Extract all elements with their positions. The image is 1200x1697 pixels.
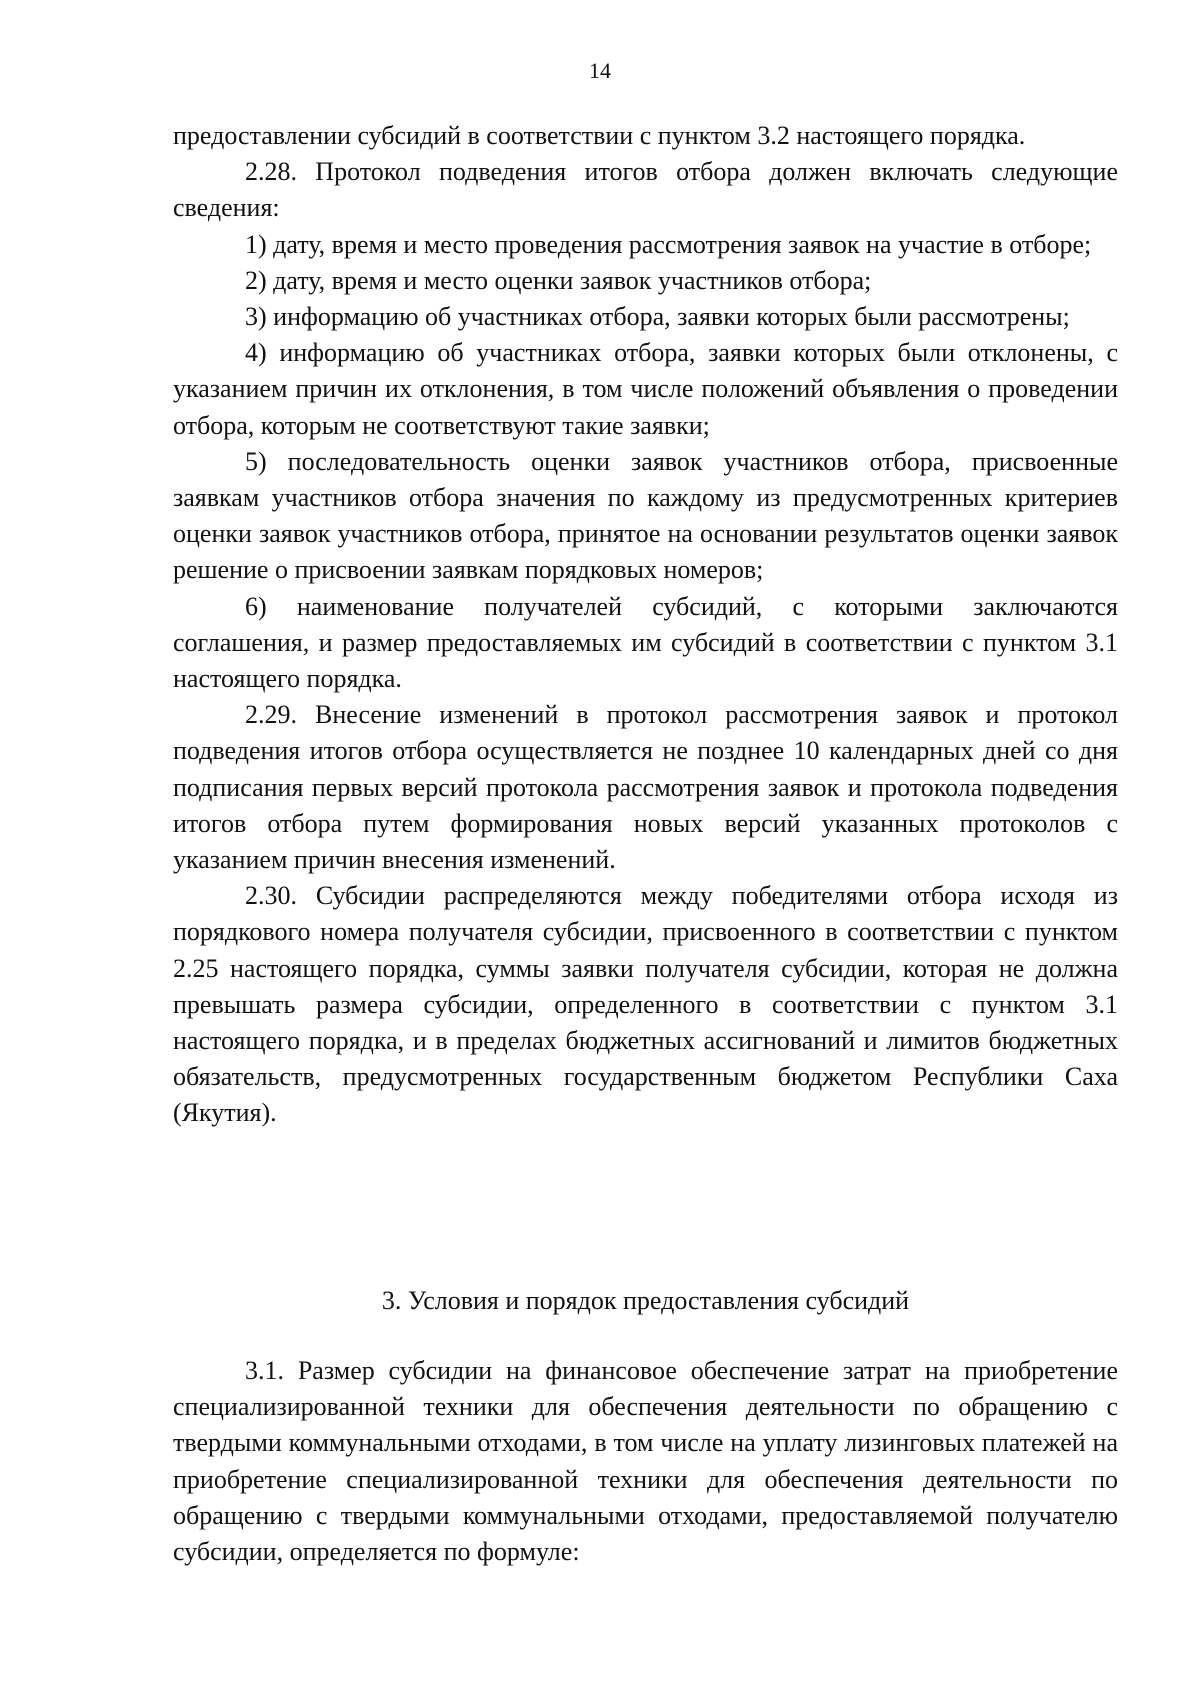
list-item-1: 1) дату, время и место проведения рассмотрения заявок на участие в отборе; (245, 229, 1092, 259)
paragraph-2-30: 2.30. Субсидии распределяются между победителями отбора исходя из порядкового номера получателя субсидии, присвоенного в соответствии с пунктом 2.25 настоящего порядка, суммы заявки получателя субсидии, которая не должна превышать размера субсидии, определенного в соответствии с пунктом 3.1 настоящего порядка, и в пределах бюджетных ассигнований и лимитов бюджетных обязательств, предусмотренных государственным бюджетом Республики Саха (Якутия). (173, 881, 1118, 1128)
list-item-6: 6) наименование получателей субсидий, с которыми заключаются соглашения, и размер предоставляемых им субсидий в соответствии с пунктом 3.1 настоящего порядка. (173, 591, 1118, 694)
paragraph-2-28: 2.28. Протокол подведения итогов отбора должен включать следующие сведения: (173, 157, 1118, 223)
list-item-2: 2) дату, время и место оценки заявок участников отбора; (245, 265, 872, 295)
section-body-text (173, 1353, 1118, 1570)
body-text (173, 118, 1118, 1132)
paragraph-continuation: предоставлении субсидий в соответствии с пунктом 3.2 настоящего порядка. (173, 121, 1026, 150)
list-item-4: 4) информацию об участниках отбора, заявки которых были отклонены, с указанием причин их отклонения, в том числе положений объявления о проведении отбора, которым не соответствуют такие заявки; (173, 338, 1118, 440)
list-item-3: 3) информацию об участниках отбора, заявки которых были рассмотрены; (245, 302, 1070, 332)
page-number: 14 (589, 58, 611, 83)
paragraph-3-1: 3.1. Размер субсидии на финансовое обеспечение затрат на приобретение специализированной техники для обеспечения деятельности по обращению с твердыми коммунальными отходами, в том числе на уплату лизинговых платежей на приобретение специализированной техники для обеспечения деятельности по обращению с твердыми коммунальными отходами, предоставляемой получателю субсидии, определяется по формуле: (173, 1356, 1118, 1567)
section-heading: 3. Условия и порядок предоставления субсидий (381, 1286, 910, 1315)
paragraph-2-29: 2.29. Внесение изменений в протокол рассмотрения заявок и протокол подведения итогов отбора осуществляется не позднее 10 календарных дней со дня подписания первых версий протокола рассмотрения заявок и протокола подведения итогов отбора путем формирования новых версий указанных протоколов с указанием причин внесения изменений. (173, 700, 1118, 875)
list-item-5: 5) последовательность оценки заявок участников отбора, присвоенные заявкам участников отбора значения по каждому из предусмотренных критериев оценки заявок участников отбора, принятое на основании результатов оценки заявок решение о присвоении заявкам порядковых номеров; (173, 446, 1118, 585)
